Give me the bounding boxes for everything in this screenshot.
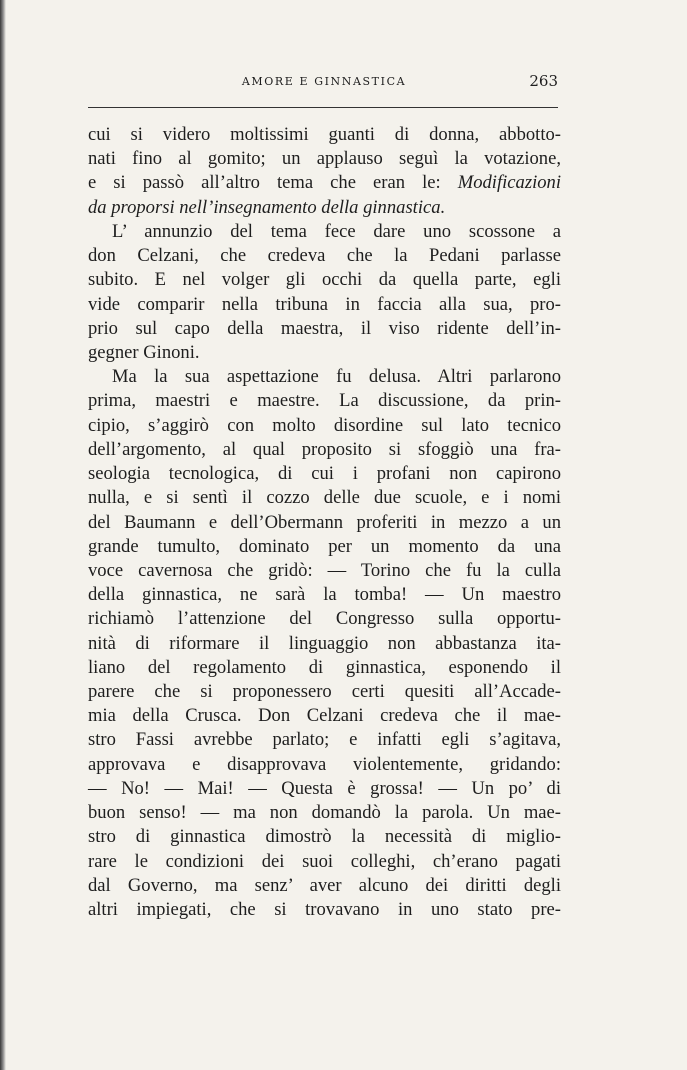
text-line <box>88 438 561 462</box>
text-segment: cui si videro moltissimi guanti di donna, abbotto- <box>88 124 561 145</box>
text-segment: gegner Ginoni. <box>88 341 200 363</box>
text-segment: Ma la sua aspettazione fu delusa. Altri parlarono <box>112 366 561 388</box>
text-line <box>88 850 561 874</box>
text-segment: buon senso! — ma non domandò la parola. Un mae- <box>88 802 561 824</box>
text-segment: liano del regolamento di ginnastica, esponendo il <box>88 656 561 678</box>
text-line <box>88 486 561 510</box>
text-line <box>88 607 561 631</box>
text-segment: mia della Crusca. Don Celzani credeva che il mae- <box>88 705 561 727</box>
body-text <box>88 123 561 922</box>
text-segment: don Celzani, che credeva che la Pedani parlasse <box>88 245 561 267</box>
text-line <box>88 511 561 535</box>
running-head <box>88 72 560 92</box>
text-segment: prima, maestri e maestre. La discussione, da prin- <box>88 390 561 412</box>
page-edge-shadow <box>0 0 6 1070</box>
text-line <box>88 147 561 171</box>
text-line <box>88 898 561 922</box>
text-line <box>88 341 561 365</box>
text-segment: stro di ginnastica dimostrò la necessità di miglio- <box>88 826 561 848</box>
text-line <box>88 825 561 849</box>
text-segment: dell’argomento, al qual proposito si sfoggiò una fra- <box>88 438 561 460</box>
text-segment: dal Governo, ma senz’ aver alcuno dei diritti degli <box>88 874 561 896</box>
text-line <box>88 583 561 607</box>
text-line <box>88 632 561 656</box>
text-segment: del Baumann e dell’Obermann proferiti in mezzo a un <box>88 511 561 533</box>
text-segment: seologia tecnologica, di cui i profani non capirono <box>88 463 561 485</box>
header-rule <box>88 107 558 108</box>
text-line <box>88 680 561 704</box>
text-line <box>88 656 561 680</box>
text-line <box>88 777 561 801</box>
text-segment: parere che si proponessero certi quesiti all’Accade- <box>88 681 561 703</box>
text-line <box>88 171 561 195</box>
text-segment: Modificazioni <box>457 172 561 194</box>
text-line <box>88 196 561 220</box>
text-segment: L’ annunzio del tema fece dare uno scossone a <box>112 220 561 242</box>
text-segment: da proporsi nell’insegnamento della ginnastica. <box>88 196 446 218</box>
text-line <box>88 559 561 583</box>
text-line <box>88 365 561 389</box>
text-segment: richiamò l’attenzione del Congresso sulla opportu- <box>88 608 561 630</box>
text-segment: e si passò all’altro tema che eran le: <box>88 172 458 194</box>
text-segment: altri impiegati, che si trovavano in uno stato pre- <box>88 899 561 920</box>
text-line <box>88 317 561 341</box>
text-line <box>88 535 561 559</box>
text-line <box>88 220 561 244</box>
text-line <box>88 123 561 147</box>
text-line <box>88 293 561 317</box>
text-line <box>88 801 561 825</box>
text-line <box>88 244 561 268</box>
text-line <box>88 268 561 292</box>
text-line <box>88 753 561 777</box>
text-segment: della ginnastica, ne sarà la tomba! — Un maestro <box>88 584 561 606</box>
text-segment: cipio, s’aggirò con molto disordine sul lato tecnico <box>88 414 561 436</box>
text-line <box>88 414 561 438</box>
text-segment: vide comparir nella tribuna in faccia alla sua, pro- <box>88 293 561 315</box>
text-segment: nulla, e si sentì il cozzo delle due scuole, e i nomi <box>88 487 561 509</box>
text-segment: nità di riformare il linguaggio non abbastanza ita- <box>88 632 561 654</box>
text-segment: subito. E nel volger gli occhi da quella parte, egli <box>88 269 561 291</box>
running-title: AMORE E GINNASTICA <box>241 75 407 88</box>
text-segment: grande tumulto, dominato per un momento da una <box>88 535 561 557</box>
text-segment: nati fino al gomito; un applauso seguì la votazione, <box>88 148 561 170</box>
text-segment: approvava e disapprovava violentemente, gridando: <box>88 753 561 775</box>
text-line <box>88 728 561 752</box>
text-segment: stro Fassi avrebbe parlato; e infatti egli s’agitava, <box>88 729 561 751</box>
text-line <box>88 462 561 486</box>
text-segment: rare le condizioni dei suoi colleghi, ch’erano pagati <box>88 850 561 872</box>
text-line <box>88 389 561 413</box>
text-line <box>88 874 561 898</box>
text-segment: voce cavernosa che gridò: — Torino che fu la culla <box>88 559 561 581</box>
page-number: 263 <box>529 72 558 90</box>
text-segment: prio sul capo della maestra, il viso ridente dell’in- <box>88 317 561 339</box>
text-segment: — No! — Mai! — Questa è grossa! — Un po’ di <box>88 777 561 799</box>
text-line <box>88 704 561 728</box>
